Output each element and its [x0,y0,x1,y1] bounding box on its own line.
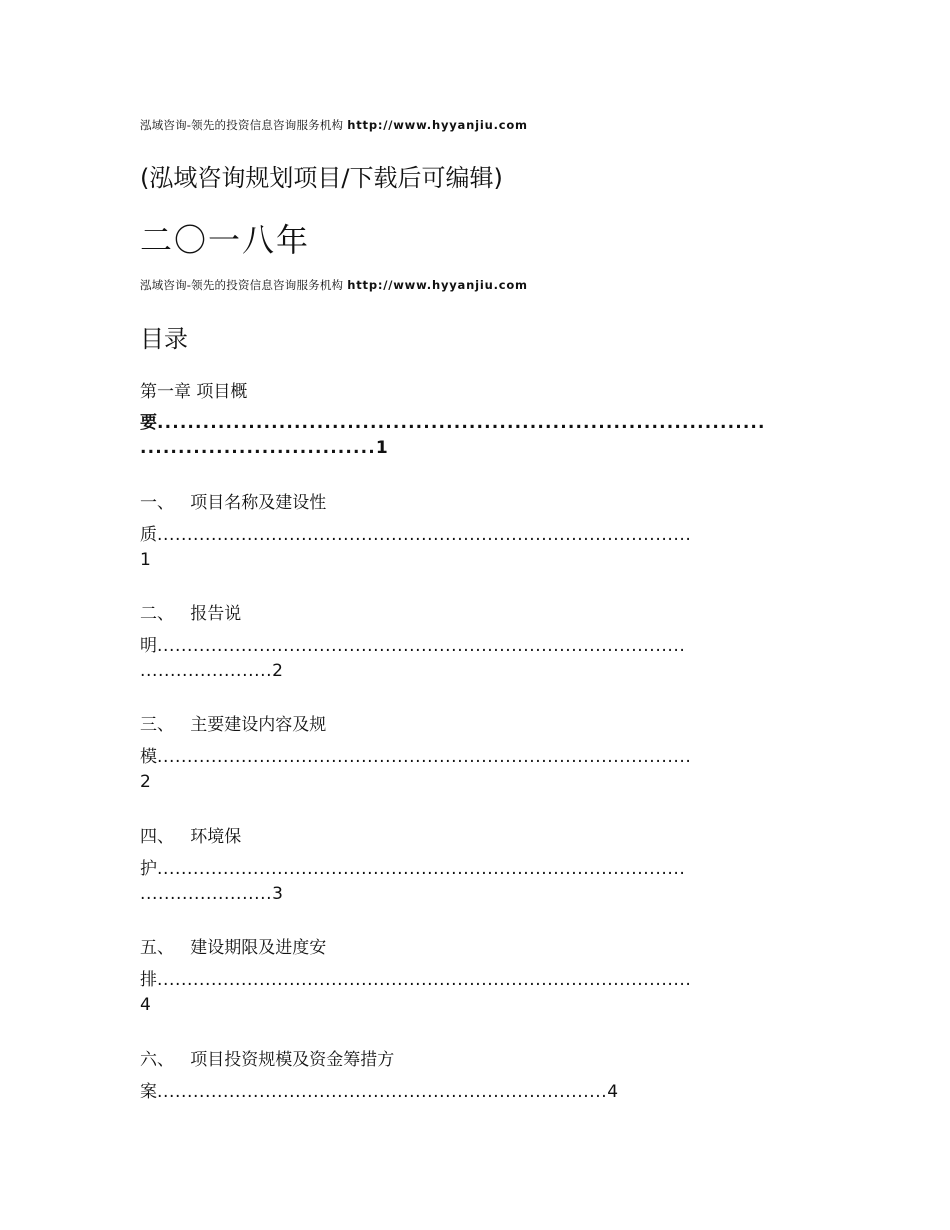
dot-leader: ........................................................................... [157,1082,608,1102]
toc-entry-page[interactable]: 2 [140,772,151,792]
toc-title: 目录 [140,325,188,353]
toc-entry-leader[interactable]: 排......................................................................................... [140,970,692,990]
toc-entry-page[interactable]: 1 [140,550,151,570]
document-year: 二〇一八年 [140,221,311,259]
toc-entry-leader[interactable]: 案...........................................................................4 [140,1082,619,1102]
header-org: 泓域咨询-领先的投资信息咨询服务机构 [140,278,344,292]
dot-leader: ......................................................................................... [157,747,692,767]
dot-leader: ...................... [140,661,273,681]
toc-entry-title[interactable]: 四、 环境保 [140,827,242,847]
header-url[interactable]: http://www.hyyanjiu.com [347,118,528,132]
toc-entry-number: 四、 [140,827,174,847]
toc-entry-page[interactable]: 4 [140,995,151,1015]
dot-leader: ........................................................................................ [157,636,686,656]
toc-entry-page: 2 [272,661,283,681]
toc-entry-title[interactable]: 六、 项目投资规模及资金筹措方 [140,1050,395,1070]
toc-entry-number: 三、 [140,715,174,735]
toc-entry-title[interactable]: 三、 主要建设内容及规 [140,715,327,735]
toc-chapter-page: 1 [375,438,388,458]
toc-entry-number: 二、 [140,604,174,624]
toc-entry-number: 五、 [140,938,174,958]
toc-chapter-title[interactable]: 第一章 项目概 [140,382,248,402]
document-subtitle: (泓域咨询规划项目/下载后可编辑) [140,164,503,192]
toc-entry-leader[interactable]: 明........................................................................................ [140,636,686,656]
toc-entry-page-line[interactable] [140,884,283,904]
toc-entry-title[interactable]: 一、 项目名称及建设性 [140,493,327,513]
toc-chapter-page-line[interactable] [140,438,388,458]
toc-chapter-leader[interactable] [140,408,766,433]
toc-entry-title[interactable]: 二、 报告说 [140,604,242,624]
toc-entry-page-line[interactable] [140,661,283,681]
dot-leader: ............................... [140,438,376,458]
toc-entry-leader[interactable]: 质......................................................................................... [140,525,692,545]
toc-entry-number: 一、 [140,493,174,513]
toc-entry-number: 六、 [140,1050,174,1070]
toc-entry-page: 4 [607,1082,619,1102]
toc-entry-leader[interactable]: 模......................................................................................... [140,747,692,767]
page-header [140,117,528,133]
dot-leader: ................................................................................ [157,413,766,433]
toc-entry-leader[interactable]: 护........................................................................................ [140,859,686,879]
dot-leader: ......................................................................................... [157,970,692,990]
header-org: 泓域咨询-领先的投资信息咨询服务机构 [140,118,344,132]
dot-leader: ......................................................................................... [157,525,692,545]
dot-leader: ........................................................................................ [157,859,686,879]
header-url[interactable]: http://www.hyyanjiu.com [347,278,528,292]
page-header-repeat [140,277,528,293]
dot-leader: ...................... [140,884,273,904]
toc-entry-title[interactable]: 五、 建设期限及进度安 [140,938,327,958]
toc-entry-page: 3 [272,884,283,904]
toc-chapter-last-char: 要 [140,413,157,433]
